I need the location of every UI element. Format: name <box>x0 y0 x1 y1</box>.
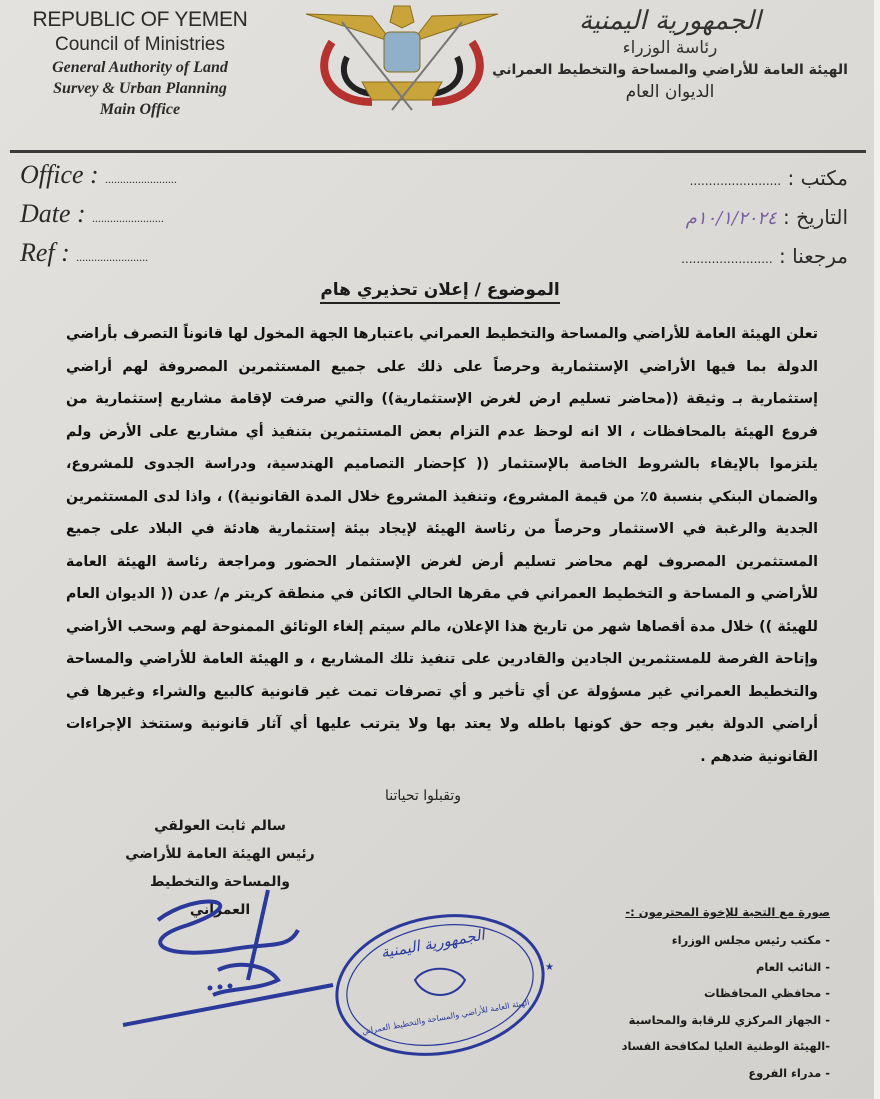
header-arabic <box>490 6 850 102</box>
office-field-en <box>20 160 177 190</box>
ref-dots-en: ........................ <box>76 250 149 264</box>
page-edge <box>874 0 880 1099</box>
ref-label-ar: مرجعنا : <box>779 244 848 268</box>
cc-item: - النائب العام <box>755 959 830 974</box>
emblem-icon <box>302 2 502 114</box>
date-dots-en: ........................ <box>92 211 165 225</box>
office-label-en: Office : <box>20 160 99 189</box>
cc-item: - مدراء الفروع <box>748 1065 830 1080</box>
cc-item: - مكتب رئيس مجلس الوزراء <box>671 933 830 947</box>
handwritten-signature-icon <box>118 880 338 1030</box>
cc-item: - الجهاز المركزي للرقابة والمحاسبة <box>628 1012 830 1027</box>
header-divider <box>10 150 866 153</box>
office-dots-en: ........................ <box>105 172 178 186</box>
official-stamp-icon <box>330 910 554 1060</box>
country-en: REPUBLIC OF YEMEN <box>32 8 248 31</box>
cc-item: - محافظي المحافظات <box>703 986 830 1000</box>
subject-text: الموضوع / إعلان تحذيري هام <box>320 280 559 304</box>
ref-dots-ar: ........................ <box>681 252 773 266</box>
ref-field-en <box>20 238 148 268</box>
office-en: Main Office <box>99 101 181 118</box>
body-paragraph: تعلن الهيئة العامة للأراضي والمساحة والتخطيط العمراني باعتبارها الجهة المخول لها قانوناً التصرف بأراضي الدولة بما فيها الأراضي الإستثمارية وحرصاً على ذلك على جميع المستثمرين المصروفة لهم أراضي إستثمارية بـ وثيقة ((محاضر تسليم ارض لغرض الإستثمارية)) والتي صرفت لإقامة مشاريع إستثمارية من فروع الهيئة بالمحافظات ، الا انه لوحظ عدم التزام بعض المستثمرين بتنفيذ أي مشاريع على الأرض ولم يلتزموا بالإيفاء بالشروط الخاصة بالإستثمار (( كإحضار التصاميم الهندسية، ودراسة الجدوى للمشروع، والضمان البنكي بنسبة ٥٪ من قيمة المشروع، وتنفيذ المشروع خلال المدة القانونية)) ، واذا لدى المستثمرين الجدية والرغبة في الاستثمار وحرصاً من رئاسة الهيئة لإيجاد بيئة إستثمارية هادئة في البلاد على جميع المستثمرين المصروف لهم محاضر تسليم أرض لغرض الإستثمار الحضور ومراجعة رئاسة الهيئة العامة للأراضي و المساحة و التخطيط العمراني في مقرها الحالي الكائن في منطقة كريتر م/ عدن (( الديوان العام للهيئة )) خلال مدة أقصاها شهر من تاريخ هذا الإعلان، مالم سيتم إلغاء الوثائق الممنوحة لهم وسحب الأراضي وإتاحة الفرصة للمستثمرين الجادين والقادرين على تنفيذ تلك المشاريع ، و الهيئة العامة للأراضي والمساحة والتخطيط العمراني غير مسؤولة عن أي تأخير و أي تصرفات تمت غير قانونية كالبيع والشراء وغيرها في أراضي الدولة بغير وجه حق كونها باطله ولا يعتد بها ولا يترتب عليها أي آثار قانونية وستتخذ الإجراءات القانونية ضدهم . <box>66 326 818 765</box>
header-english <box>20 8 260 119</box>
copy-recipients <box>590 905 850 1086</box>
date-field-en <box>20 199 164 229</box>
signatory-title-2: والمساحة والتخطيط العمراني <box>149 874 290 918</box>
authority-en-1: General Authority of Land <box>52 59 228 76</box>
stamp-top-text: الجمهورية اليمنية <box>379 925 486 962</box>
date-label-en: Date : <box>20 199 86 228</box>
cc-title: صورة مع التحية للإخوة المحترمون :- <box>625 905 830 919</box>
council-ar: رئاسة الوزراء <box>622 38 718 58</box>
ref-field-ar <box>681 244 848 268</box>
office-label-ar: مكتب : <box>787 166 848 190</box>
stamp-bottom-text: الهيئة العامة للأراضي والمساحة والتخطيط العمراني <box>361 997 531 1037</box>
authority-en-2: Survey & Urban Planning <box>53 80 227 97</box>
subject-heading <box>0 280 880 300</box>
cc-item: -الهيئة الوطنية العليا لمكافحة الفساد <box>621 1039 830 1053</box>
office-field-ar <box>690 166 848 190</box>
svg-text:★: ★ <box>545 962 554 973</box>
signatory-name: سالم ثابت العولقي <box>154 818 286 834</box>
ref-label-en: Ref : <box>20 238 70 267</box>
signatory-title-1: رئيس الهيئة العامة للأراضي <box>125 846 315 862</box>
date-value-handwritten: ١٠/١/٢٠٢٤م <box>685 208 777 229</box>
authority-ar: الهيئة العامة للأراضي والمساحة والتخطيط العمراني <box>492 62 848 78</box>
country-ar: الجمهورية اليمنية <box>578 6 762 36</box>
date-label-ar: التاريخ : <box>782 205 848 229</box>
closing-greeting: وتقبلوا تحياتنا <box>385 788 461 804</box>
office-dots-ar: ........................ <box>689 174 782 188</box>
council-en: Council of Ministries <box>55 34 225 55</box>
office-ar: الديوان العام <box>625 82 715 102</box>
date-field-ar <box>686 205 848 229</box>
